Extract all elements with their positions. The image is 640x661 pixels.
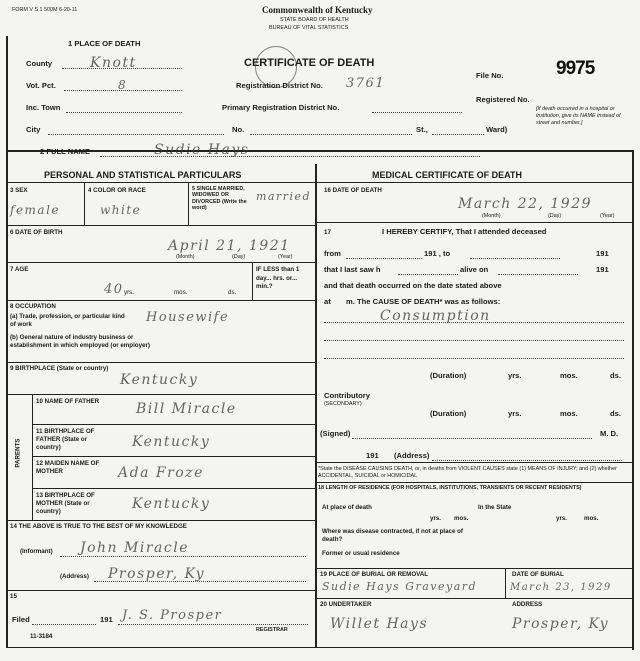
file-no-value: 9975	[556, 58, 595, 79]
attended-to-label: 191 , to	[424, 249, 451, 258]
contributory-label: Contributory	[324, 391, 370, 400]
date-of-birth-value: April 21, 1921	[168, 238, 291, 254]
attended-from-label: from	[324, 249, 341, 258]
marital-value: married	[256, 190, 312, 203]
age-value: 40	[104, 282, 124, 297]
burial-place-value: Sudie Hays Graveyard	[322, 580, 478, 593]
dob-month-label: (Month)	[176, 254, 195, 260]
filed-year: 191	[100, 615, 113, 624]
father-name-label: 10 NAME OF FATHER	[36, 398, 100, 405]
cause-note: *State the DISEASE CAUSING DEATH, or, in deaths from VIOLENT CAUSES state (1) MEANS OF INJURY; and (2) whether ACCIDENTAL, SUICIDAL or HOMICIDAL	[318, 466, 617, 480]
inc-town-label: Inc. Town	[26, 103, 61, 112]
mother-name-label: 12 MAIDEN NAME OF MOTHER	[36, 460, 100, 475]
alive-on-label: alive on	[460, 265, 489, 274]
death-occurred-label: and that death occurred on the date stated above	[324, 281, 502, 290]
section-heading-rule	[6, 182, 634, 183]
registration-district-value: 3761	[346, 76, 386, 91]
dob-year-label: (Year)	[278, 254, 293, 260]
in-the-state-label: In the State	[478, 504, 512, 511]
registrar-label: REGISTRAR	[256, 627, 288, 633]
vot-pct-label: Vot. Pct.	[26, 81, 56, 90]
occupation-value: Housewife	[146, 310, 230, 325]
informant-address-label: (Address)	[60, 573, 89, 580]
parents-vertical-label: PARENTS	[14, 438, 22, 468]
county-value: Knott	[90, 55, 137, 71]
residence-mos: mos.	[454, 515, 469, 522]
center-divider	[315, 164, 317, 648]
duration-2-yrs: yrs.	[508, 409, 522, 418]
filed-label: Filed	[12, 615, 30, 624]
burial-place-label: 19 PLACE OF BURIAL OR REMOVAL	[320, 571, 429, 578]
physician-address-label: (Address)	[394, 451, 430, 460]
undertaker-address-value: Prosper, Ky	[512, 616, 609, 632]
duration-1-mos: mos.	[560, 371, 578, 380]
father-name-value: Bill Miracle	[136, 401, 237, 417]
last-saw-label: that I last saw h	[324, 265, 381, 274]
commonwealth-title: Commonwealth of Kentucky	[262, 5, 373, 15]
date-of-birth-label: 6 DATE OF BIRTH	[10, 229, 63, 236]
board-of-health: STATE BOARD OF HEALTH	[280, 17, 349, 23]
undertaker-address-label: ADDRESS	[512, 601, 543, 608]
medical-certificate-heading: MEDICAL CERTIFICATE OF DEATH	[372, 170, 522, 180]
full-name-label: 2 FULL NAME	[40, 147, 91, 156]
signed-label: (Signed)	[320, 429, 351, 438]
mother-birthplace-label: 13 BIRTHPLACE OF MOTHER (State or country)	[36, 492, 95, 515]
date-of-burial-value: March 23, 1929	[510, 582, 612, 593]
cause-of-death-label: m. The CAUSE OF DEATH* was as follows:	[346, 297, 501, 306]
date-of-death-value: March 22, 1929	[458, 196, 593, 212]
occupation-label: 8 OCCUPATION	[10, 303, 56, 310]
informant-address-value: Prosper, Ky	[108, 566, 205, 582]
sex-value: female	[10, 203, 61, 217]
age-mos-label: mos.	[174, 289, 188, 296]
age-yrs-label: yrs.	[124, 289, 134, 296]
item-15-label: 15	[10, 593, 17, 600]
no-label: No.	[232, 125, 245, 134]
certificate-title: CERTIFICATE OF DEATH	[244, 57, 375, 69]
age-ds-label: ds.	[228, 289, 237, 296]
informant-value: John Miracle	[80, 540, 189, 556]
full-name-value: Sudie Hays	[154, 142, 250, 158]
right-border	[632, 150, 634, 650]
father-birthplace-value: Kentucky	[132, 434, 211, 450]
at-place-of-death-label: At place of death	[322, 504, 372, 511]
duration-1-yrs: yrs.	[508, 371, 522, 380]
occupation-a-label: (a) Trade, profession, or particular kind of work	[10, 313, 125, 329]
md-label: M. D.	[600, 429, 619, 438]
residence-state-mos: mos.	[584, 515, 599, 522]
certify-label: I HEREBY CERTIFY, That I attended deceased	[382, 227, 547, 236]
left-border	[6, 36, 8, 648]
undertaker-value: Willet Hays	[330, 616, 429, 632]
true-statement-label: 14 THE ABOVE IS TRUE TO THE BEST OF MY KNOWLEDGE	[10, 523, 187, 530]
residence-label: 18 LENGTH OF RESIDENCE (FOR HOSPITALS, INSTITUTIONS, TRANSIENTS OR RECENT RESIDENTS)	[318, 485, 582, 491]
marital-label: 5 SINGLE MARRIED, WIDOWED OR DIVORCED (Write the word)	[192, 186, 247, 212]
duration-2-ds: ds.	[610, 409, 621, 418]
race-value: white	[100, 203, 142, 217]
ward-label: Ward)	[486, 125, 508, 134]
residence-yrs: yrs.	[430, 515, 442, 522]
date-of-burial-label: DATE OF BURIAL	[512, 571, 564, 578]
header-rule	[6, 150, 634, 152]
informant-label: (Informant)	[20, 548, 53, 555]
former-residence-label: Former or usual residence	[322, 550, 400, 557]
vot-pct-value: 8	[118, 78, 128, 92]
mother-birthplace-value: Kentucky	[132, 496, 211, 512]
file-no-label: File No.	[476, 71, 504, 80]
attended-to-year: 191	[596, 249, 609, 258]
occupation-b-label: (b) General nature of industry business or establishment in which employed (or employer)	[10, 334, 150, 350]
birthplace-value: Kentucky	[120, 372, 199, 388]
date-of-death-label: 16 DATE OF DEATH	[324, 187, 382, 194]
birthplace-label: 9 BIRTHPLACE (State or country)	[10, 365, 109, 372]
personal-particulars-heading: PERSONAL AND STATISTICAL PARTICULARS	[44, 170, 242, 180]
age-label: 7 AGE	[10, 266, 29, 273]
dod-day-label: (Day)	[548, 213, 562, 219]
registrar-value: J. S. Prosper	[122, 608, 223, 623]
mother-name-value: Ada Froze	[118, 465, 204, 481]
registration-district-label: Registration District No.	[236, 81, 323, 90]
place-of-death-heading: 1 PLACE OF DEATH	[68, 39, 141, 48]
if-less-label: IF LESS than 1 day... hrs. or... min.?	[256, 266, 300, 291]
bureau-vital-statistics: BUREAU OF VITAL STATISTICS	[269, 25, 349, 31]
dod-month-label: (Month)	[482, 213, 501, 219]
county-label: County	[26, 59, 53, 68]
where-contracted-label: Where was disease contracted, if not at place of death?	[322, 528, 463, 544]
residence-state-yrs: yrs.	[556, 515, 568, 522]
duration-2-label: (Duration)	[430, 409, 467, 418]
sex-label: 3 SEX	[10, 187, 28, 194]
cert-year: 191	[366, 451, 379, 460]
registered-no-label: Registered No.	[476, 95, 530, 104]
duration-1-label: (Duration)	[430, 371, 467, 380]
secondary-label: (SECONDARY)	[324, 401, 362, 407]
dob-day-label: (Day)	[232, 254, 246, 260]
dod-year-label: (Year)	[600, 213, 615, 219]
undertaker-label: 20 UNDERTAKER	[320, 601, 372, 608]
duration-2-mos: mos.	[560, 409, 578, 418]
bottom-rule	[6, 647, 634, 648]
city-label: City	[26, 125, 41, 134]
certify-number: 17	[324, 229, 331, 236]
alive-on-year: 191	[596, 265, 609, 274]
duration-1-ds: ds.	[610, 371, 621, 380]
at-label: at	[324, 297, 331, 306]
father-birthplace-label: 11 BIRTHPLACE OF FATHER (State or country)	[36, 428, 95, 451]
form-code: FORM V S 1 500M 6-20-11	[12, 7, 78, 13]
cause-of-death-value: Consumption	[380, 308, 491, 324]
race-label: 4 COLOR OR RACE	[88, 187, 146, 194]
hospital-note: [If death occurred in a hospital or institution, give its NAME instead of street and number.]	[536, 106, 621, 126]
primary-registration-label: Primary Registration District No.	[222, 103, 340, 112]
form-number: 11-3184	[30, 633, 53, 640]
st-label: St.,	[416, 125, 428, 134]
